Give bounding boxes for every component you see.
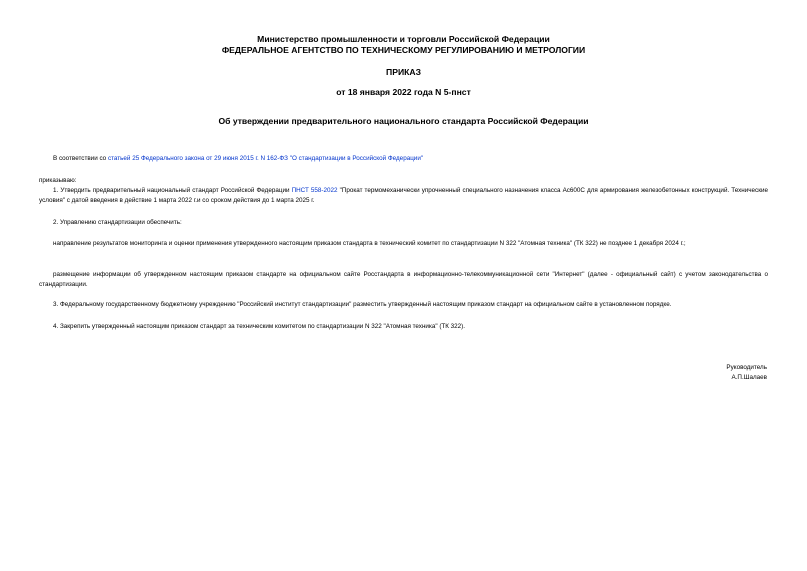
item-2-a-paragraph: направление результатов мониторинга и оценки применения утвержденного настоящим приказом стандарта в технический комитет по стандартизации N 322 "Атомная техника" (ТК 322) не позднее 1 декабря 2024 г.; [53, 240, 686, 247]
item-1-suffix: "Прокат термомеханически упрочненный специального назначения класса Ас600С для армирования железобетонных конструкций. Технические условия" с датой введения в действие 1 марта 2022 г.и со сроком действия до 1 марта 2025 г. [39, 187, 768, 204]
item-2-paragraph: 2. Управлению стандартизации обеспечить: [53, 219, 182, 226]
document-type: ПРИКАЗ [386, 67, 421, 77]
ministry-name: Министерство промышленности и торговли Российской Федерации [257, 34, 550, 44]
item-1-paragraph [39, 186, 768, 206]
agency-name: ФЕДЕРАЛЬНОЕ АГЕНТСТВО ПО ТЕХНИЧЕСКОМУ РЕГУЛИРОВАНИЮ И МЕТРОЛОГИИ [221, 45, 586, 55]
order-word: приказываю: [39, 177, 77, 184]
item-2-b-paragraph: размещение информации об утвержденном настоящим приказом стандарте на официальном сайте Росстандарта в информационно-телекоммуникационной сети "Интернет" (далее - официальный сайт) с учетом законодательства о стандартизации. [39, 271, 768, 288]
document-date-number: от 18 января 2022 года N 5-пнст [336, 87, 471, 97]
item-4-paragraph: 4. Закрепить утвержденный настоящим приказом стандарт за техническим комитетом по стандартизации N 322 "Атомная техника" (ТК 322). [53, 323, 466, 330]
signature-position: Руководитель [726, 364, 767, 371]
preamble-paragraph [39, 154, 768, 164]
standard-link[interactable]: ПНСТ 558-2022 [291, 187, 338, 194]
document-title: Об утверждении предварительного национального стандарта Российской Федерации [218, 116, 589, 126]
item-3-paragraph: 3. Федеральному государственному бюджетному учреждению "Российский институт стандартизации" разместить утвержденный настоящим приказом стандарт на официальном сайте в установленном порядке. [53, 301, 672, 308]
signature-name: А.П.Шалаев [731, 374, 767, 381]
preamble-prefix: В соответствии со [53, 155, 108, 162]
federal-law-link[interactable]: статьей 25 Федерального закона от 29 июня 2015 г. N 162-ФЗ "О стандартизации в Российской Федерации" [107, 155, 424, 162]
item-1-prefix: 1. Утвердить предварительный национальный стандарт Российской Федерации [53, 187, 292, 194]
